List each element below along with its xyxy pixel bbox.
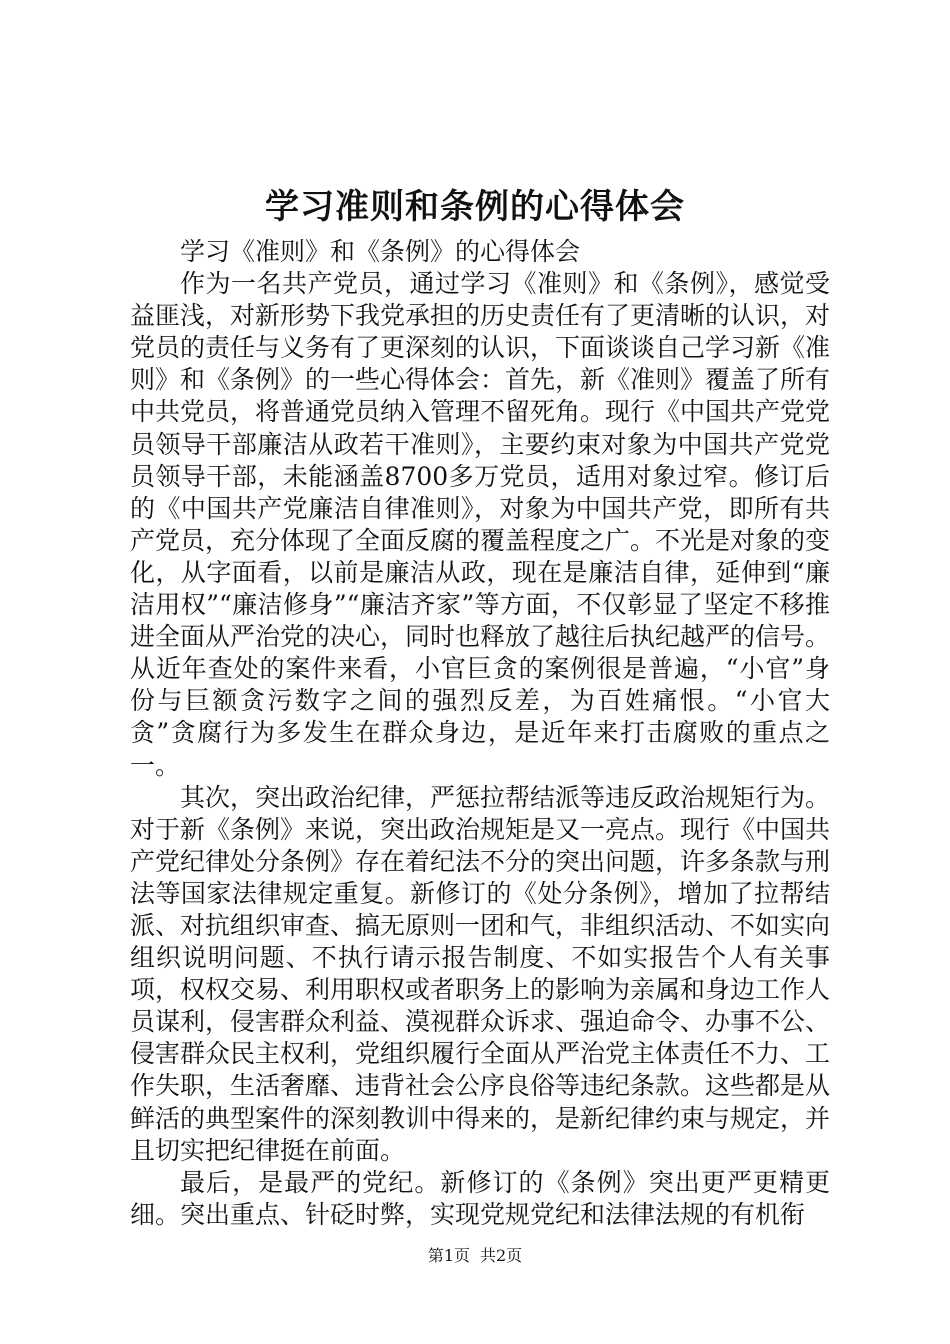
- page-total: 共2页: [480, 1246, 523, 1265]
- document-title: 学习准则和条例的心得体会: [265, 187, 685, 227]
- body-paragraph: 其次，突出政治纪律，严惩拉帮结派等违反政治规矩行为。对于新《条例》来说，突出政治规矩是又一亮点。现行《中国共产党纪律处分条例》存在着纪法不分的突出问题，许多条款与刑法等国家法律规定重复。新修订的《处分条例》，增加了拉帮结派、对抗组织审查、搞无原则一团和气，非组织活动、不如实向组织说明问题、不执行请示报告制度、不如实报告个人有关事项，权权交易、利用职权或者职务上的影响为亲属和身边工作人员谋利，侵害群众利益、漠视群众诉求、强迫命令、办事不公、侵害群众民主权利，党组织履行全面从严治党主体责任不力、工作失职，生活奢靡、违背社会公序良俗等违纪条款。这些都是从鲜活的典型案件的深刻教训中得来的，是新纪律约束与规定，并且切实把纪律挺在前面。: [130, 782, 831, 1165]
- page-footer: [0, 1245, 950, 1267]
- body-paragraph: 最后，是最严的党纪。新修订的《条例》突出更严更精更细。突出重点、针砭时弊，实现党规党纪和法律法规的有机衔: [130, 1167, 830, 1229]
- document-body: [130, 236, 830, 1231]
- page-number: 第1页: [427, 1246, 470, 1265]
- body-paragraph: 作为一名共产党员，通过学习《准则》和《条例》，感觉受益匪浅，对新形势下我党承担的历史责任有了更清晰的认识，对党员的责任与义务有了更深刻的认识，下面谈谈自己学习新《准则》和《条例》的一些心得体会：首先，新《准则》覆盖了所有中共党员，将普通党员纳入管理不留死角。现行《中国共产党党员领导干部廉洁从政若干准则》，主要约束对象为中国共产党党员领导干部，未能涵盖8700多万党员，适用对象过窄。修订后的《中国共产党廉洁自律准则》，对象为中国共产党，即所有共产党员，充分体现了全面反腐的覆盖程度之广。不光是对象的变化，从字面看，以前是廉洁从政，现在是廉洁自律，延伸到“廉洁用权”“廉洁修身”“廉洁齐家”等方面，不仅彰显了坚定不移推进全面从严治党的决心，同时也释放了越往后执纪越严的信号。从近年查处的案件来看，小官巨贪的案例很是普遍，“小官”身份与巨额贪污数字之间的强烈反差，为百姓痛恨。“小官大贪”贪腐行为多发生在群众身边，是近年来打击腐败的重点之一。: [130, 269, 831, 780]
- body-paragraph-subtitle: 学习《准则》和《条例》的心得体会: [180, 237, 581, 266]
